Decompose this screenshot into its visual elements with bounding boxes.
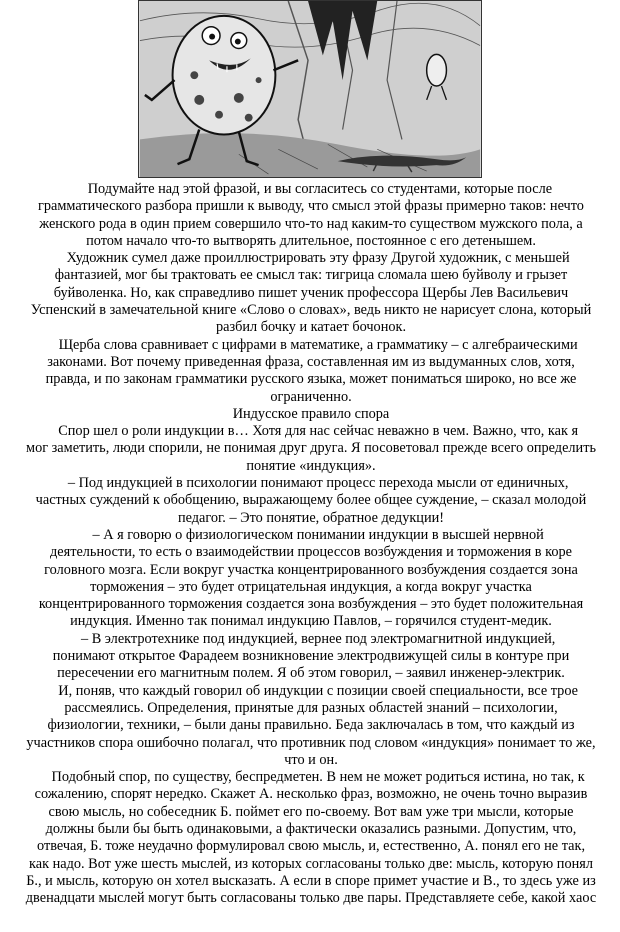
text-line: законами. Вот почему приведенная фраза, составленная им из выдуманных слов, хотя,	[47, 353, 575, 370]
text-line: женского рода в один прием совершило что-то над каким-то существом мужского пола, а	[39, 215, 583, 232]
text-line: разбил бочку и катает бочонок.	[215, 319, 407, 336]
text-line: Подумайте над этой фразой, и вы согласитесь со студентами, которые после	[69, 181, 553, 197]
text-line: – А я говорю о физиологическом понимании индукции в высшей нервной	[78, 526, 544, 543]
text-line: Подобный спор, по существу, беспредметен. В нем не может родиться истина, но так, к	[37, 769, 585, 786]
text-line: ограниченно.	[270, 388, 352, 405]
text-line: должны были бы быть одинаковыми, а фактически оказались разными. Допустим, что,	[45, 820, 577, 837]
text-line: сожалению, спорят нередко. Скажет А. несколько фраз, возможно, не очень точно выразив	[34, 786, 588, 803]
text-line: понятие «индукция».	[246, 457, 376, 474]
text-line: правда, и по законам грамматики русского языка, может пониматься широко, но все же	[45, 371, 577, 388]
article-body	[6, 181, 616, 907]
text-line: Художник сумел даже проиллюстрировать эту фразу Другой художник, с меньшей	[52, 250, 570, 267]
text-line: Успенский в замечательной книге «Слово о словах», ведь никто не нарисует слона, который	[30, 302, 592, 319]
text-line: частных суждений к обобщению, выражающему более общее суждение, – сказал молодой	[35, 492, 587, 509]
text-line: понимают открытое Фарадеем возникновение электродвижущей силы в контуре при	[52, 648, 570, 665]
text-line: участников спора ошибочно полагал, что противник под словом «индукция» понимает то же,	[26, 734, 596, 751]
text-line: свою мысль, но собеседник Б. поймет его по-своему. Вот вам уже три мысли, которые	[48, 803, 574, 820]
text-line: как надо. Вот уже шесть мыслей, из которых согласованы только две: мысль, которую понял	[29, 855, 593, 872]
text-line: отвечая, Б. тоже неудачно формулировал свою мысль, и, естественно, А. понял его не так,	[36, 838, 586, 855]
text-line: мог заметить, люди спорили, не понимая друг друга. Я посоветовал прежде всего определить	[26, 440, 596, 457]
text-line: рассмеялись. Определения, принятые для разных областей знаний – психологии,	[64, 699, 558, 716]
text-line: грамматического разбора пришли к выводу, что смысл этой фразы примерно таков: нечто	[38, 198, 584, 215]
text-line: физиологии, техники, – были даны правильно. Беда заключалась в том, что каждый из	[47, 717, 575, 734]
text-line: торможения – это будет отрицательная индукция, а когда вокруг участка	[90, 578, 532, 595]
text-line: пересечении его магнитным полем. Я об этом говорил, – заявил инженер-электрик.	[57, 665, 565, 682]
text-line: индукция. Именно так понимал индукцию Павлов, – горячился студент-медик.	[70, 613, 552, 630]
text-line: фантазией, мог бы трактовать ее смысл так: тигрица сломала шею буйволу и грызет	[54, 267, 568, 284]
text-line: – В электротехнике под индукцией, вернее под электромагнитной индукцией,	[66, 630, 556, 647]
text-line: – Под индукцией в психологии понимают процесс перехода мысли от единичных,	[53, 475, 569, 492]
text-line: буйволенка. Но, как справедливо пишет ученик профессора Щербы Лев Васильевич	[53, 284, 569, 301]
text-line: потом начало что-то вытворять длительное, постоянное с его детенышем.	[86, 232, 536, 249]
text-line: головного мозга. Если вокруг участка концентрированного возбуждения создается зона	[44, 561, 578, 578]
cartoon-illustration	[138, 0, 482, 178]
text-line: двенадцати мыслей могут быть согласованы только две пары. Представляете себе, какой хаос	[25, 890, 597, 907]
text-line: деятельности, то есть о взаимодействии процессов возбуждения и торможения в коре	[50, 544, 572, 561]
text-line: Щерба слова сравнивает с цифрами в математике, а грамматику – с алгебраическими	[44, 336, 578, 353]
text-line: педагог. – Это понятие, обратное дедукции!	[177, 509, 445, 526]
section-heading: Индусское правило спора	[232, 405, 390, 422]
text-line: Спор шел о роли индукции в… Хотя для нас сейчас неважно в чем. Важно, что, как я	[43, 423, 579, 440]
text-line: Б., и мысль, которую он хотел высказать. А если в споре примет участие и В., то здесь уже из	[26, 872, 596, 889]
text-line: И, поняв, что каждый говорил об индукции с позиции своей специальности, все трое	[44, 682, 578, 699]
text-line: что и он.	[284, 751, 338, 768]
text-line: концентрированного торможения создается зона возбуждения – это будет положительная	[38, 596, 584, 613]
